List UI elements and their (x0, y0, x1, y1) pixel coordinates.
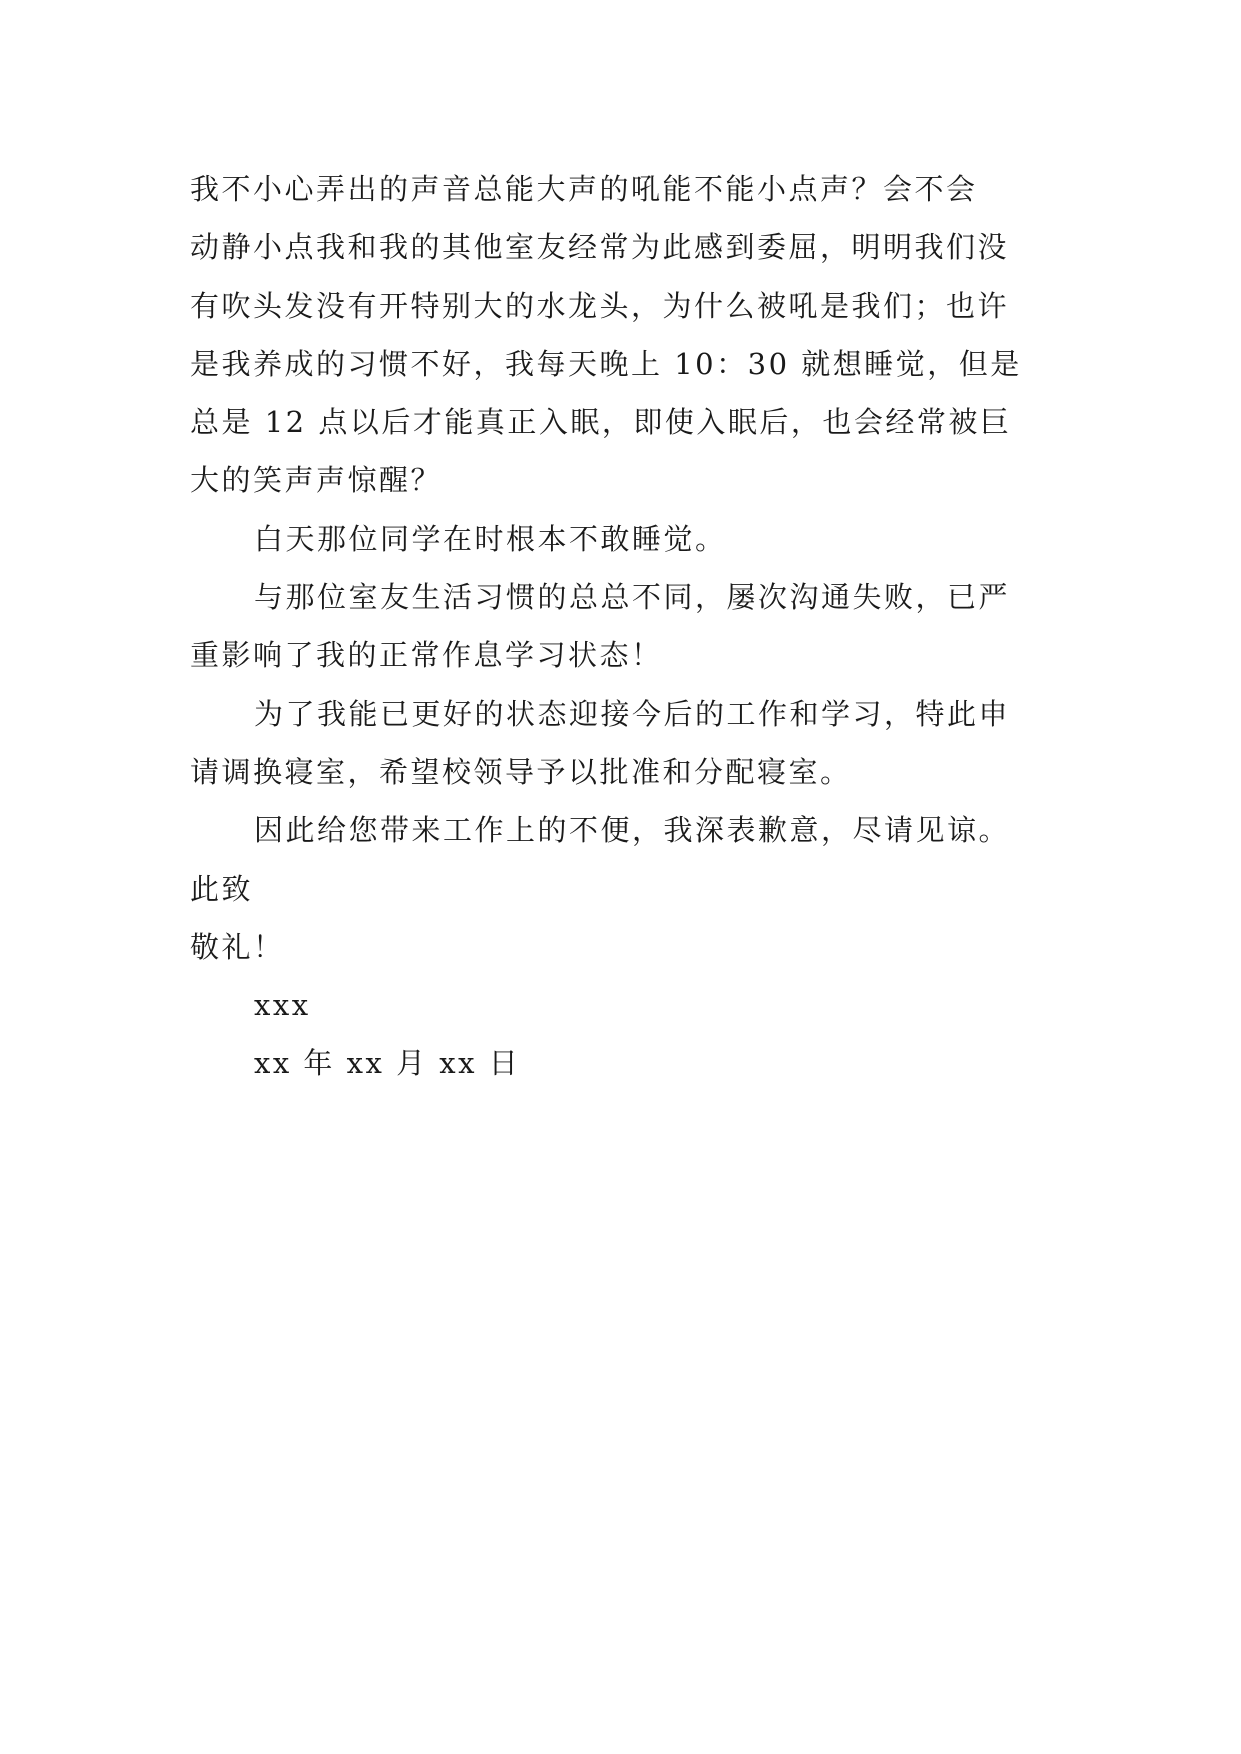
date: xx 年 xx 月 xx 日 (254, 1046, 521, 1081)
closing-regards: 敬礼！ (190, 929, 285, 964)
body-line: 动静小点我和我的其他室友经常为此感到委屈，明明我们没 (190, 230, 1010, 265)
body-line: 有吹头发没有开特别大的水龙头，为什么被吼是我们；也许 (190, 288, 1010, 323)
body-line: 大的笑声声惊醒？ (190, 463, 443, 498)
body-line: 为了我能已更好的状态迎接今后的工作和学习，特此申 (254, 696, 1011, 731)
signature: xxx (254, 988, 311, 1023)
body-line: 与那位室友生活习惯的总总不同，屡次沟通失败，已严 (254, 580, 1011, 615)
body-paragraph: 白天那位同学在时根本不敢睡觉。 (254, 521, 727, 556)
body-line: 总是 12 点以后才能真正入眠，即使入眠后，也会经常被巨 (190, 405, 1012, 440)
body-line: 我不小心弄出的声音总能大声的吼能不能小点声？会不会 (190, 172, 978, 206)
body-line: 请调换寝室，希望校领导予以批准和分配寝室。 (190, 754, 852, 789)
body-paragraph: 因此给您带来工作上的不便，我深表歉意，尽请见谅。 (254, 813, 1011, 848)
letter-body (190, 160, 1070, 1093)
body-line: 重影响了我的正常作息学习状态！ (190, 638, 663, 673)
body-line: 是我养成的习惯不好，我每天晚上 10：30 就想睡觉，但是 (190, 346, 1022, 381)
closing-salutation: 此致 (190, 871, 254, 906)
